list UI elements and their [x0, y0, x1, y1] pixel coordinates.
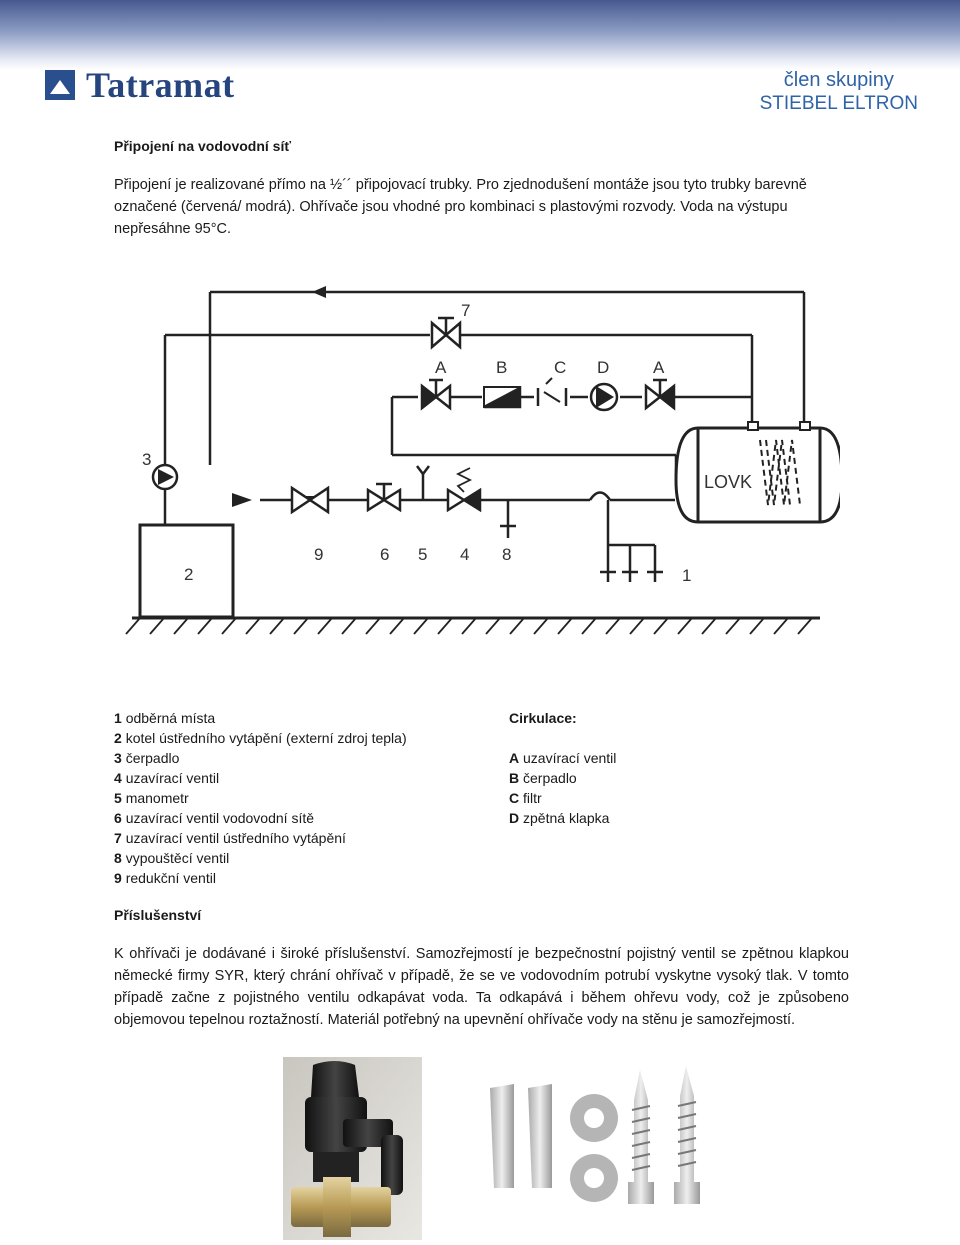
installation-diagram — [120, 280, 840, 650]
label-5: 5 — [418, 545, 428, 564]
label-4: 4 — [460, 545, 470, 564]
circ-item: D zpětná klapka — [509, 810, 610, 826]
tank-label: LOVK — [704, 472, 753, 492]
accessories-title: Příslušenství — [114, 907, 202, 923]
legend-item: 6 uzavírací ventil vodovodní sítě — [114, 810, 315, 826]
label-d: D — [597, 358, 610, 377]
connection-text: Připojení je realizované přímo na ½´´ připojovací trubky. Pro zjednodušení montáže jsou tyto trubky barevně označené (červená/ modrá). Ohřívače jsou vhodné pro kombinaci s plastovými rozvody. Voda na výstupu nepřesáhne 95°C. — [114, 177, 807, 237]
legend-item: 8 vypouštěcí ventil — [114, 850, 230, 866]
connection-title: Připojení na vodovodní síť — [114, 138, 292, 154]
accessories-text: K ohřívači je dodávané i široké příslušenství. Samozřejmostí je bezpečnostní pojistný ventil se zpětnou klapkou německé firmy SYR, který chrání ohřívač v případě, že se ve vodovodním potrubí vyskytne vysoký tlak. V tomto případě začne z pojistného ventilu odkapávat voda. Ta odkapává i během ohřevu vody, což je způsobeno objemovou tepelnou roztažností. Materiál potřebný na upevnění ohřívače vody na stěnu je samozřejmostí. — [114, 946, 849, 1028]
label-9: 9 — [314, 545, 324, 564]
label-a-right: A — [653, 358, 665, 377]
label-7: 7 — [461, 301, 471, 320]
legend-item: 1 odběrná místa — [114, 710, 216, 726]
label-8: 8 — [502, 545, 512, 564]
legend-item: 9 redukční ventil — [114, 870, 216, 886]
group-line1: člen skupiny — [783, 69, 894, 91]
label-c: C — [554, 358, 567, 377]
label-6: 6 — [380, 545, 390, 564]
label-b: B — [496, 358, 508, 377]
circ-item: C filtr — [509, 790, 542, 806]
header-band — [0, 0, 960, 70]
mounting-parts-image — [480, 1060, 710, 1210]
label-2: 2 — [184, 565, 194, 584]
group-membership — [760, 68, 918, 116]
legend-item: 2 kotel ústředního vytápění (externí zdroj tepla) — [114, 730, 407, 746]
circulation-legend — [509, 708, 616, 828]
label-1: 1 — [682, 566, 692, 585]
safety-valve-photo — [283, 1057, 422, 1240]
legend-item: 7 uzavírací ventil ústředního vytápění — [114, 830, 346, 846]
label-a-left: A — [435, 358, 447, 377]
legend-item: 3 čerpadlo — [114, 750, 180, 766]
circ-item: B čerpadlo — [509, 770, 577, 786]
circulation-title: Cirkulace: — [509, 710, 577, 726]
legend-item: 4 uzavírací ventil — [114, 770, 220, 786]
legend-list — [114, 708, 407, 888]
label-3: 3 — [142, 450, 152, 469]
logo-text: Tatramat — [86, 65, 235, 105]
legend-item: 5 manometr — [114, 790, 189, 806]
group-line2: STIEBEL ELTRON — [759, 93, 918, 114]
circ-item: A uzavírací ventil — [509, 750, 617, 766]
